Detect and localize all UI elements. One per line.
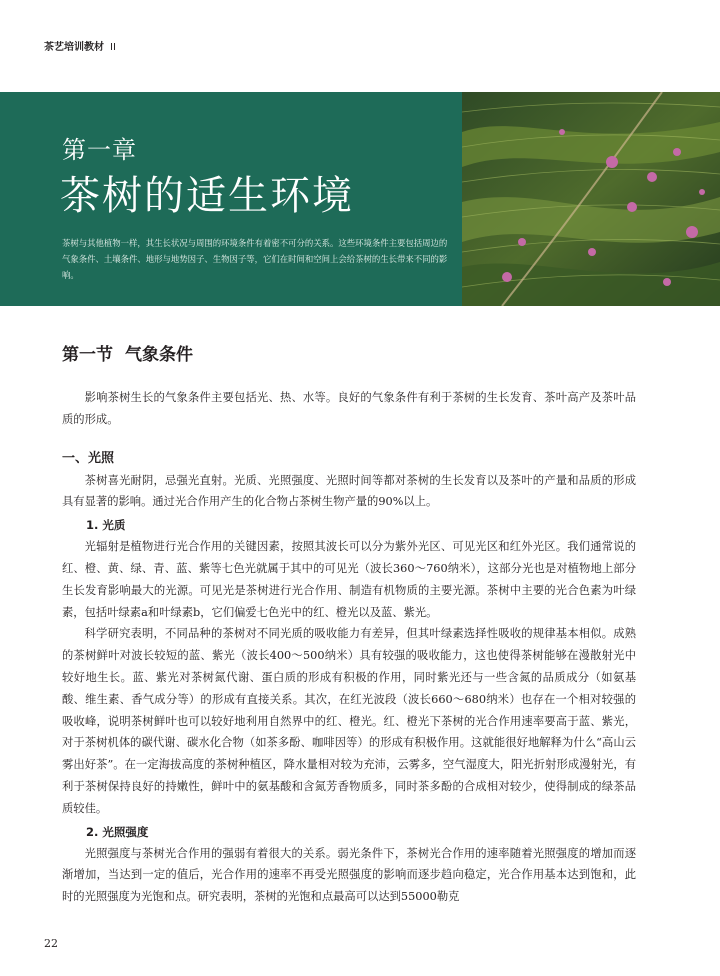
light-intensity-paragraph-1: 光照强度与茶树光合作用的强弱有着很大的关系。弱光条件下，茶树光合作用的速率随着光照强度的增加而逐渐增加，当达到一定的值后，光合作用的速率不再受光照强度的影响而逐步趋向稳定，光合作用基本达到饱和，此时的光照强度为光饱和点。研究表明，茶树的光饱和点最高可以达到55000勒克	[62, 846, 636, 904]
section-name: 气象条件	[125, 345, 193, 365]
book-title: 茶艺培训教材	[44, 42, 104, 53]
page-number: 22	[44, 937, 58, 950]
chapter-number: 第一章	[62, 136, 137, 164]
section-title	[62, 340, 636, 365]
running-head	[44, 38, 116, 53]
section-number: 第一节	[62, 345, 113, 365]
topic-title-light-intensity: 2. 光照强度	[86, 824, 149, 839]
light-quality-paragraph-1: 光辐射是植物进行光合作用的关键因素，按照其波长可以分为紫外光区、可见光区和红外光区。我们通常说的红、橙、黄、绿、青、蓝、紫等七色光就属于其中的可见光（波长360～760纳米），这部分光也是对植物地上部分生长发育影响最大的光源。可见光是茶树进行光合作用、制造有机物质的主要光源。茶树中主要的光合色素为叶绿素，包括叶绿素a和叶绿素b，它们偏爱七色光中的红、橙光以及蓝、紫光。	[62, 540, 636, 619]
chapter-title: 茶树的适生环境	[60, 173, 354, 219]
topic-title-light-quality: 1. 光质	[86, 518, 126, 533]
volume-mark: II	[110, 42, 116, 53]
chapter-intro: 茶树与其他植物一样，其生长状况与周围的环境条件有着密不可分的关系。这些环境条件主要包括周边的气象条件、土壤条件、地形与地势因子、生物因子等，它们在时间和空间上会给茶树的生长带来不同的影响。	[62, 238, 448, 280]
main-content	[62, 340, 636, 908]
tea-plantation-photo	[462, 92, 720, 306]
light-quality-paragraph-2: 科学研究表明，不同品种的茶树对不同光质的吸收能力有差异，但其叶绿素选择性吸收的规律基本相似。成熟的茶树鲜叶对波长较短的蓝、紫光（波长400～500纳米）具有较强的吸收能力，这也使得茶树能够在漫散射光中较好地生长。蓝、紫光对茶树氮代谢、蛋白质的形成有积极的作用，同时紫光还与一些含氮的品质成分（如氨基酸、维生素、香气成分等）的形成有直接关系。其次，在红光波段（波长660～680纳米）也存在一个相对较强的吸收峰，说明茶树鲜叶也可以较好地利用自然界中的红、橙光。红、橙光下茶树的光合作用速率要高于蓝、紫光，对于茶树机体的碳代谢、碳水化合物（如茶多酚、咖啡因等）的形成有积极作用。这就能很好地解释为什么“高山云雾出好茶”。在一定海拔高度的茶树种植区，降水量相对较为充沛，云雾多，空气湿度大，阳光折射形成漫射光，有利于茶树保持良好的持嫩性，鲜叶中的氨基酸和含氮芳香物质多，同时茶多酚的合成相对较少，使得制成的绿茶品质较佳。	[62, 627, 636, 815]
section-intro: 影响茶树生长的气象条件主要包括光、热、水等。良好的气象条件有利于茶树的生长发育、茶叶高产及茶叶品质的形成。	[62, 391, 636, 426]
subsection-title: 一、光照	[62, 450, 115, 466]
subsection-intro: 茶树喜光耐阴，忌强光直射。光质、光照强度、光照时间等都对茶树的生长发育以及茶叶的产量和品质的形成具有显著的影响。通过光合作用产生的化合物占茶树生物产量的90%以上。	[62, 473, 636, 509]
